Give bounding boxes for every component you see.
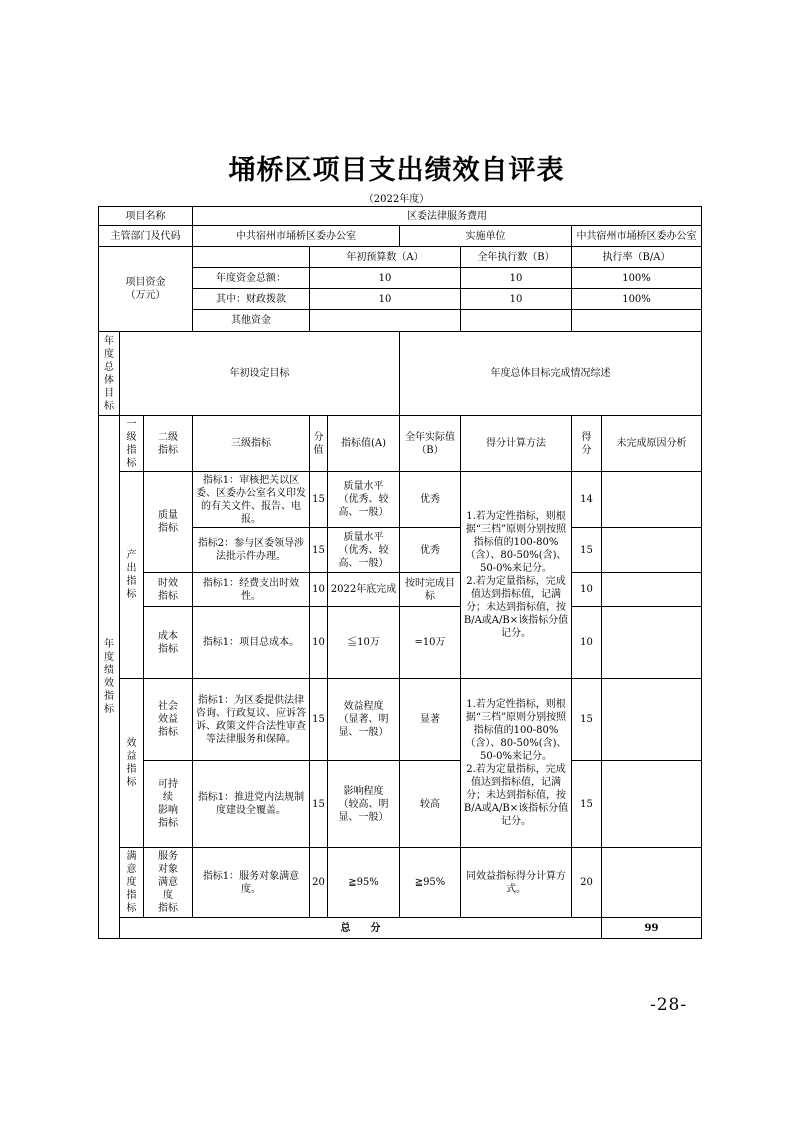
goal-summary-header: 年度总体目标完成情况综述 — [400, 332, 702, 416]
funds-row-a — [310, 310, 461, 332]
funds-row-rate — [572, 310, 702, 332]
funds-row-b: 10 — [461, 268, 572, 289]
satisfaction-method-text: 同效益指标得分计算方式。 — [461, 848, 572, 918]
indicator-score: 15 — [572, 679, 602, 761]
indicator-target: 效益程度 （显著、明显、一般） — [328, 679, 400, 761]
indicator-score: 10 — [572, 573, 602, 607]
indicator-reason — [602, 472, 702, 528]
total-score: 99 — [602, 918, 702, 939]
indicator-value: 10 — [310, 607, 328, 679]
indicator-reason — [602, 573, 702, 607]
score-value-header: 分 值 — [310, 416, 328, 472]
funds-row-rate: 100% — [572, 268, 702, 289]
indicator-target: 质量水平 （优秀、较高、一般） — [328, 472, 400, 528]
funds-header-rate: 执行率（B/A） — [572, 247, 702, 268]
target-header: 指标值(A) — [328, 416, 400, 472]
indicator-score: 10 — [572, 607, 602, 679]
indicator-target: 影响程度 （较高、明显、一般） — [328, 761, 400, 848]
output-method-text: 1.若为定性指标，则根据“三档”原则分别按照指标值的100-80%（含）、80-50%(含)、50-0%来记分。 2.若为定量指标，完成值达到指标值，记满分；未达到指标值，按B/A或A/B×该指标分值记分。 — [461, 472, 572, 679]
indicator-score: 15 — [572, 528, 602, 573]
indicator-reason — [602, 607, 702, 679]
funds-row-b — [461, 310, 572, 332]
indicator-text: 指标2：参与区委领导涉法批示件办理。 — [193, 528, 310, 573]
indicator-target: 2022年底完成 — [328, 573, 400, 607]
indicator-text: 指标1：服务对象满意度。 — [193, 848, 310, 918]
impl-label: 实施单位 — [400, 226, 572, 247]
cost-indicator-label: 成本 指标 — [144, 607, 193, 679]
indicator-value: 15 — [310, 528, 328, 573]
total-label: 总 分 — [120, 918, 602, 939]
indicator-text: 指标1：项目总成本。 — [193, 607, 310, 679]
quality-indicator-label: 质量 指标 — [144, 472, 193, 573]
funds-row-b: 10 — [461, 289, 572, 310]
page-subtitle: （2022年度） — [363, 194, 430, 205]
method-header: 得分计算方法 — [461, 416, 572, 472]
indicator-score: 20 — [572, 848, 602, 918]
project-name-value: 区委法律服务费用 — [193, 207, 702, 226]
indicator-actual: ≧95% — [400, 848, 461, 918]
indicator-target: ≧95% — [328, 848, 400, 918]
indicator-actual: 按时完成目标 — [400, 573, 461, 607]
funds-header-blank — [193, 247, 310, 268]
indicator-text: 指标1：为区委提供法律咨询、行政复议、应诉答诉、政策文件合法性审查等法律服务和保障。 — [193, 679, 310, 761]
benefit-method-text: 1.若为定性指标，则根据“三档”原则分别按照指标值的100-80%（含）、80-50%(含)、50-0%来记分。 2.若为定量指标，完成值达到指标值，记满分；未达到指标值，按B/A或A/B×该指标分值记分。 — [461, 679, 572, 848]
benefit-indicator-label: 效 益 指 标 — [120, 679, 144, 848]
indicator-text: 指标1：审核把关以区委、区委办公室名义印发的有关文件、报告、电报。 — [193, 472, 310, 528]
indicator-score: 15 — [572, 761, 602, 848]
output-indicator-label: 产 出 指 标 — [120, 472, 144, 679]
funds-row-a: 10 — [310, 268, 461, 289]
indicator-reason — [602, 848, 702, 918]
service-satisfaction-label: 服务 对象 满意 度 指标 — [144, 848, 193, 918]
indicator-actual: 较高 — [400, 761, 461, 848]
funds-row-rate: 100% — [572, 289, 702, 310]
indicator-score: 14 — [572, 472, 602, 528]
dept-value: 中共宿州市埇桥区委办公室 — [193, 226, 400, 247]
indicator-value: 15 — [310, 472, 328, 528]
indicator-value: 15 — [310, 761, 328, 848]
indicator-value: 20 — [310, 848, 328, 918]
social-indicator-label: 社会 效益 指标 — [144, 679, 193, 761]
performance-indicator-label: 年 度 绩 效 指 标 — [99, 416, 120, 939]
indicator-target: ≦10万 — [328, 607, 400, 679]
sustain-indicator-label: 可持 续 影响 指标 — [144, 761, 193, 848]
funds-label: 项目资金 （万元） — [99, 247, 193, 332]
evaluation-table — [98, 206, 702, 939]
indicator-value: 10 — [310, 573, 328, 607]
level2-header: 二级 指标 — [144, 416, 193, 472]
indicator-reason — [602, 679, 702, 761]
funds-row-label: 其中：财政拨款 — [193, 289, 310, 310]
indicator-actual: 显著 — [400, 679, 461, 761]
project-name-label: 项目名称 — [99, 207, 193, 226]
time-indicator-label: 时效 指标 — [144, 573, 193, 607]
funds-row-a: 10 — [310, 289, 461, 310]
page-title: 埇桥区项目支出绩效自评表 — [228, 155, 565, 186]
indicator-actual: 优秀 — [400, 528, 461, 573]
indicator-target: 质量水平 （优秀、较高、一般） — [328, 528, 400, 573]
indicator-actual: =10万 — [400, 607, 461, 679]
annual-goal-label: 年 度 总 体 目 标 — [99, 332, 120, 416]
indicator-actual: 优秀 — [400, 472, 461, 528]
initial-goal-header: 年初设定目标 — [120, 332, 400, 416]
funds-row-label: 年度资金总额： — [193, 268, 310, 289]
actual-header: 全年实际值 （B） — [400, 416, 461, 472]
indicator-value: 15 — [310, 679, 328, 761]
indicator-reason — [602, 761, 702, 848]
score-header: 得 分 — [572, 416, 602, 472]
dept-label: 主管部门及代码 — [99, 226, 193, 247]
level3-header: 三级指标 — [193, 416, 310, 472]
indicator-text: 指标1：推进党内法规制度建设全覆盖。 — [193, 761, 310, 848]
indicator-reason — [602, 528, 702, 573]
reason-header: 未完成原因分析 — [602, 416, 702, 472]
impl-value: 中共宿州市埇桥区委办公室 — [572, 226, 702, 247]
page-number: -28- — [650, 995, 688, 1015]
indicator-text: 指标1：经费支出时效性。 — [193, 573, 310, 607]
satisfaction-indicator-label: 满 意 度 指 标 — [120, 848, 144, 918]
level1-header: 一 级 指 标 — [120, 416, 144, 472]
funds-header-a: 年初预算数（A） — [310, 247, 461, 268]
funds-header-b: 全年执行数（B） — [461, 247, 572, 268]
funds-row-label: 其他资金 — [193, 310, 310, 332]
